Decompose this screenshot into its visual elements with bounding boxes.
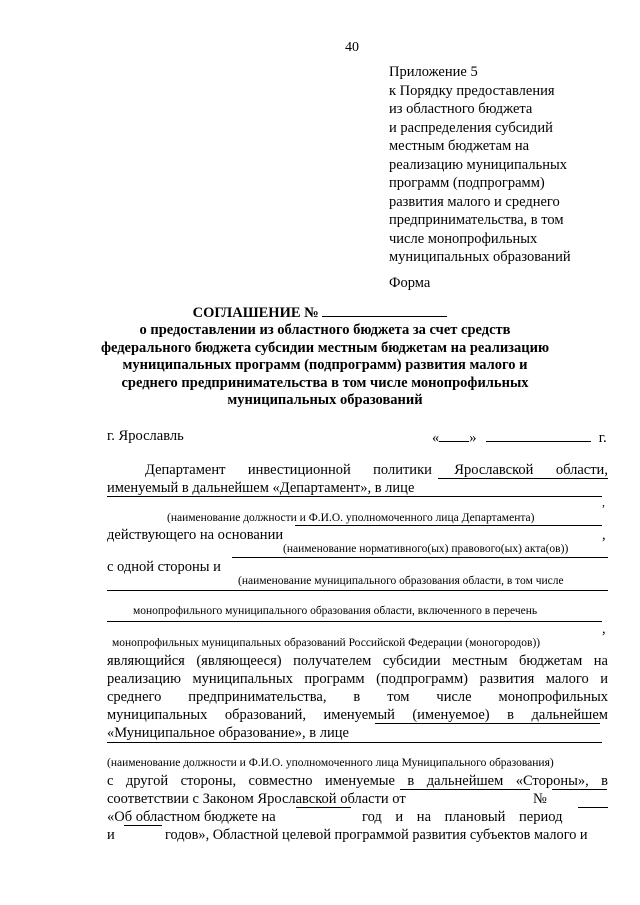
word: (именуемое) xyxy=(412,707,490,723)
caption-municipality-3: монопрофильных муниципальных образований Российской Федерации (моногородов)) xyxy=(112,637,541,649)
appendix-line: числе монопрофильных xyxy=(389,230,538,247)
municipality-name-blank-3[interactable] xyxy=(107,621,602,622)
word: в xyxy=(601,773,608,789)
word: (подпрограмм) xyxy=(376,671,468,687)
word: и xyxy=(600,671,608,687)
caption-municipality-1: (наименование муниципального образования области, в том числе xyxy=(238,575,564,587)
word: муниципальных xyxy=(192,671,293,687)
planning-year-1-blank[interactable] xyxy=(578,807,608,808)
word: дальнейшем xyxy=(531,707,608,723)
budget-year-blank[interactable] xyxy=(296,807,351,808)
word: реализацию xyxy=(107,671,181,687)
law-number-blank[interactable] xyxy=(552,789,607,790)
caption-municipal-official: (наименование должности и Ф.И.О. уполномоченного лица Муниципального образования) xyxy=(107,757,554,769)
appendix-line: реализацию муниципальных xyxy=(389,156,567,173)
planning-year-2-blank[interactable] xyxy=(124,825,162,826)
department-official-blank[interactable] xyxy=(107,496,602,497)
paragraph-2-line-2 xyxy=(107,671,608,688)
word: именуемый xyxy=(323,707,395,723)
paragraph-3-line-3a: «Об областном бюджете на xyxy=(107,809,276,825)
paragraph-1-line-1 xyxy=(107,462,608,479)
word: развития xyxy=(479,671,535,687)
word: (являющееся) xyxy=(196,653,282,669)
agreement-title: СОГЛАШЕНИЕ № xyxy=(192,305,319,321)
law-date-blank[interactable] xyxy=(400,789,530,790)
word: являющийся xyxy=(107,653,185,669)
date-line: « » г. xyxy=(432,430,607,446)
paragraph-3-line-4b: годов», Областной целевой программой развития субъектов малого и xyxy=(165,827,588,843)
word: инвестиционной xyxy=(247,462,351,478)
form-label: Форма xyxy=(389,275,431,291)
paragraph-2-line-3 xyxy=(107,689,608,706)
appendix-line: к Порядку предоставления xyxy=(389,82,555,99)
caption-legal-act: (наименование нормативного(ых) правового(ых) акта(ов)) xyxy=(283,543,569,555)
word: в xyxy=(407,773,415,789)
word: том xyxy=(387,689,410,705)
word: местным xyxy=(452,653,508,669)
page-number: 40 xyxy=(345,40,359,55)
department-representative-blank[interactable] xyxy=(438,478,608,479)
month-blank[interactable] xyxy=(486,428,591,442)
day-blank[interactable] xyxy=(439,428,469,442)
paragraph-3-line-1 xyxy=(107,773,608,790)
paragraph-1-line-2: именуемый в дальнейшем «Департамент», в лице xyxy=(107,480,415,496)
word: Департамент xyxy=(145,462,226,478)
appendix-line: Приложение 5 xyxy=(389,64,478,80)
word: другой xyxy=(125,773,169,789)
word: области, xyxy=(555,462,608,478)
caption-department-official: (наименование должности и Ф.И.О. уполномоченного лица Департамента) xyxy=(167,512,535,524)
word: именуемые xyxy=(325,773,395,789)
word: на xyxy=(593,653,608,669)
one-side-label: с одной стороны и xyxy=(107,559,221,575)
word: программ xyxy=(304,671,365,687)
word: монопрофильных xyxy=(498,689,608,705)
word: малого xyxy=(545,671,589,687)
agreement-subtitle: о предоставлении из областного бюджета за счет средств федерального бюджета субсидии местным бюджетам на реализацию муниципальных программ (подпрограмм) развития малого и среднего предпринимательства в том числе монопрофильных муниципальных образований xyxy=(100,322,550,409)
paragraph-2-line-5: «Муниципальное образование», в лице xyxy=(107,725,349,741)
acting-basis-label: действующего на основании xyxy=(107,527,284,543)
word: числе xyxy=(436,689,472,705)
word: в xyxy=(353,689,361,705)
appendix-line: программ (подпрограмм) xyxy=(389,175,545,191)
legal-act-blank[interactable] xyxy=(295,525,602,526)
word: муниципальных xyxy=(107,707,208,723)
word: субсидии xyxy=(382,653,441,669)
word: политики xyxy=(373,462,432,478)
word: образований, xyxy=(224,707,307,723)
word: дальнейшем xyxy=(426,773,504,789)
word: с xyxy=(107,773,114,789)
appendix-header xyxy=(389,63,571,267)
paragraph-3-line-4a: и xyxy=(107,827,115,843)
appendix-line: развития малого и среднего xyxy=(389,193,560,210)
word: совместно xyxy=(248,773,313,789)
paragraph-3-line-3b: год и на плановый период xyxy=(362,809,563,825)
municipality-name-blank[interactable] xyxy=(232,557,608,558)
word: Ярославской xyxy=(454,462,534,478)
word: предпринимательства, xyxy=(188,689,327,705)
word: бюджетам xyxy=(519,653,583,669)
city: г. Ярославль xyxy=(107,428,184,444)
municipality-name-blank-2[interactable] xyxy=(107,590,608,591)
word: «Стороны», xyxy=(515,773,589,789)
municipal-official-blank[interactable] xyxy=(107,742,602,743)
word: в xyxy=(507,707,514,723)
word: среднего xyxy=(107,689,162,705)
paragraph-3-line-2: соответствии с Законом Ярославской области от xyxy=(107,791,406,807)
agreement-heading xyxy=(0,303,640,322)
appendix-line: предпринимательства, в том xyxy=(389,212,564,228)
agreement-number-blank[interactable] xyxy=(322,303,447,317)
paragraph-2-line-1 xyxy=(107,653,608,670)
caption-municipality-2: монопрофильного муниципального образования области, включенного в перечень xyxy=(133,605,538,617)
paragraph-2-line-4 xyxy=(107,707,608,724)
appendix-line: муниципальных образований xyxy=(389,249,571,265)
word: получателем xyxy=(293,653,372,669)
appendix-line: местным бюджетам на xyxy=(389,138,530,154)
appendix-line: и распределения субсидий xyxy=(389,119,553,136)
municipal-representative-blank[interactable] xyxy=(375,723,600,724)
appendix-line: из областного бюджета xyxy=(389,101,533,117)
word: стороны, xyxy=(180,773,237,789)
